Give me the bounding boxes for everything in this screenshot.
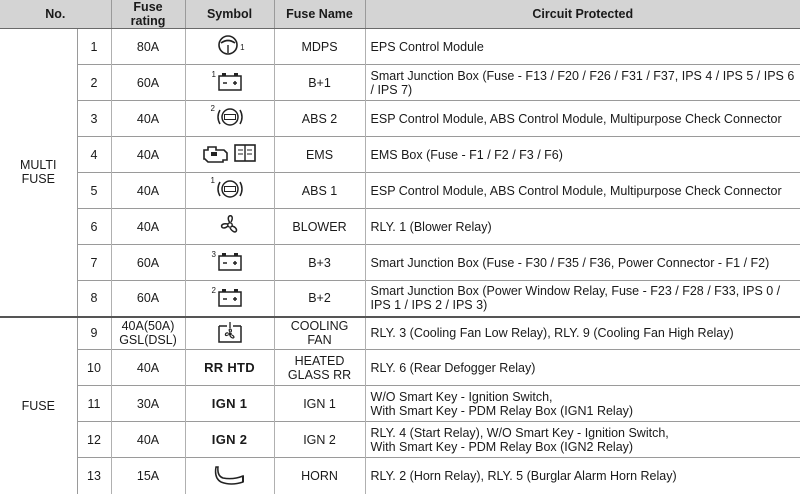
symbol-superscript: 1 [210,176,215,185]
engine-manual-icon [201,142,259,164]
fuse-name: ABS 2 [274,101,365,137]
circuit-protected [365,173,800,209]
circuit-protected [365,458,800,494]
header-fuse-name: Fuse Name [274,0,365,29]
circuit-protected [365,209,800,245]
fuse-symbol [185,101,274,137]
fuse-rating: 40A [111,173,185,209]
text-line: FAN [307,333,332,348]
text-line: RLY. 6 (Rear Defogger Relay) [370,360,536,375]
abs-icon [210,176,246,202]
fuse-symbol [185,317,274,350]
circuit-protected [365,65,800,101]
fuse-symbol [185,245,274,281]
group-label-line: FUSE [21,172,55,187]
text-line: RLY. 4 (Start Relay), W/O Smart Key - Ignition Switch, [370,425,669,440]
text-line: COOLING [290,319,349,334]
fuse-name: ABS 1 [274,173,365,209]
fuse-row [0,209,800,245]
text-line: RLY. 3 (Cooling Fan Low Relay), RLY. 9 (Cooling Fan High Relay) [370,326,734,341]
fuse-number: 3 [77,101,111,137]
text-line: GLASS RR [287,367,352,382]
fuse-name: IGN 1 [274,386,365,422]
fuse-rating: 40A [111,422,185,458]
group-label-line: MULTI [19,158,57,173]
text-line: With Smart Key - PDM Relay Box (IGN1 Relay) [370,403,634,418]
fuse-row [0,65,800,101]
battery-icon [211,285,245,308]
circuit-protected [365,101,800,137]
fan-icon [216,212,244,238]
fuse-rating: 60A [111,65,185,101]
symbol-superscript: 2 [211,285,216,295]
fuse-number: 6 [77,209,111,245]
header-circuit-protected: Circuit Protected [365,0,800,29]
circuit-protected [365,317,800,350]
fuse-symbol [185,458,274,494]
header-no: No. [0,0,111,29]
fuse-rating: 40A [111,209,185,245]
fuse-row [0,281,800,317]
fuse-symbol [185,209,274,245]
text-line: RLY. 1 (Blower Relay) [370,219,492,234]
group-label-fuse: FUSE [0,317,77,494]
text-line: / IPS 7) [370,82,413,97]
fuse-number: 7 [77,245,111,281]
fuse-row [0,29,800,65]
fuse-number: 13 [77,458,111,494]
fuse-rating: 40A [111,101,185,137]
fuse-number: 9 [77,317,111,350]
symbol-text: IGN 1 [211,395,248,411]
text-line: With Smart Key - PDM Relay Box (IGN2 Relay) [370,439,634,454]
symbol-text: IGN 2 [211,431,248,447]
text-line: EPS Control Module [370,39,484,54]
fuse-number: 12 [77,422,111,458]
text-line: ESP Control Module, ABS Control Module, Multipurpose Check Connector [370,183,782,198]
fuse-row [0,350,800,386]
text-line: W/O Smart Key - Ignition Switch, [370,389,553,404]
fuse-row [0,422,800,458]
fuse-row [0,173,800,209]
fuse-rating: 15A [111,458,185,494]
fuse-symbol [185,386,274,422]
fuse-row [0,458,800,494]
steering-wheel-icon [215,32,245,58]
circuit-protected [365,350,800,386]
fuse-name: B+3 [274,245,365,281]
abs-icon [210,104,246,130]
symbol-text: RR HTD [204,359,255,375]
fuse-number: 2 [77,65,111,101]
fuse-symbol [185,137,274,173]
fuse-number: 10 [77,350,111,386]
fuse-name [274,317,365,350]
text-line: EMS Box (Fuse - F1 / F2 / F3 / F6) [370,147,563,162]
fuse-name: IGN 2 [274,422,365,458]
fuse-symbol [185,173,274,209]
fuse-number: 11 [77,386,111,422]
fuse-row [0,101,800,137]
circuit-protected [365,422,800,458]
text-line: 40A(50A) [121,319,175,334]
fuse-number: 5 [77,173,111,209]
circuit-protected [365,137,800,173]
text-line: ESP Control Module, ABS Control Module, Multipurpose Check Connector [370,111,782,126]
fuse-rating [111,317,185,350]
symbol-superscript: 1 [240,43,245,52]
fuse-rating: 30A [111,386,185,422]
fuse-rating: 60A [111,281,185,317]
fuse-rating: 60A [111,245,185,281]
header-row [0,0,800,29]
fuse-name: EMS [274,137,365,173]
text-line: Smart Junction Box (Fuse - F13 / F20 / F26 / F31 / F37, IPS 4 / IPS 5 / IPS 6 [370,68,795,83]
fuse-name [274,350,365,386]
battery-icon [211,250,245,272]
text-line: Smart Junction Box (Power Window Relay, Fuse - F23 / F28 / F33, IPS 0 / [370,284,781,299]
fuse-name: B+1 [274,65,365,101]
fuse-row [0,137,800,173]
fuse-symbol [185,65,274,101]
horn-icon [213,462,247,486]
fuse-name: MDPS [274,29,365,65]
fuse-name: BLOWER [274,209,365,245]
fuse-number: 1 [77,29,111,65]
fuse-symbol [185,281,274,317]
fuse-symbol [185,422,274,458]
circuit-protected [365,281,800,317]
text-line: RLY. 2 (Horn Relay), RLY. 5 (Burglar Alarm Horn Relay) [370,468,677,483]
fuse-name: HORN [274,458,365,494]
text-line: IPS 1 / IPS 2 / IPS 3) [370,298,488,313]
circuit-protected [365,386,800,422]
circuit-protected [365,29,800,65]
fuse-name: B+2 [274,281,365,317]
text-line: GSL(DSL) [119,333,177,348]
symbol-superscript: 3 [211,250,216,259]
fuse-number: 8 [77,281,111,317]
circuit-protected [365,245,800,281]
fuse-row [0,317,800,350]
text-line: HEATED [294,353,345,368]
fuse-rating: 40A [111,137,185,173]
fuse-symbol [185,350,274,386]
header-symbol: Symbol [185,0,274,29]
symbol-superscript: 1 [211,70,216,79]
header-fuse-rating: Fuse rating [111,0,185,29]
fuse-rating: 80A [111,29,185,65]
symbol-superscript: 2 [210,104,215,113]
fuse-symbol [185,29,274,65]
text-line: Smart Junction Box (Fuse - F30 / F35 / F36, Power Connector - F1 / F2) [370,255,770,270]
fuse-row [0,245,800,281]
group-label-multi-fuse [0,29,77,317]
cooling-fan-icon [215,320,245,344]
fuse-row [0,386,800,422]
fuse-number: 4 [77,137,111,173]
fuse-rating: 40A [111,350,185,386]
battery-icon [211,70,245,92]
